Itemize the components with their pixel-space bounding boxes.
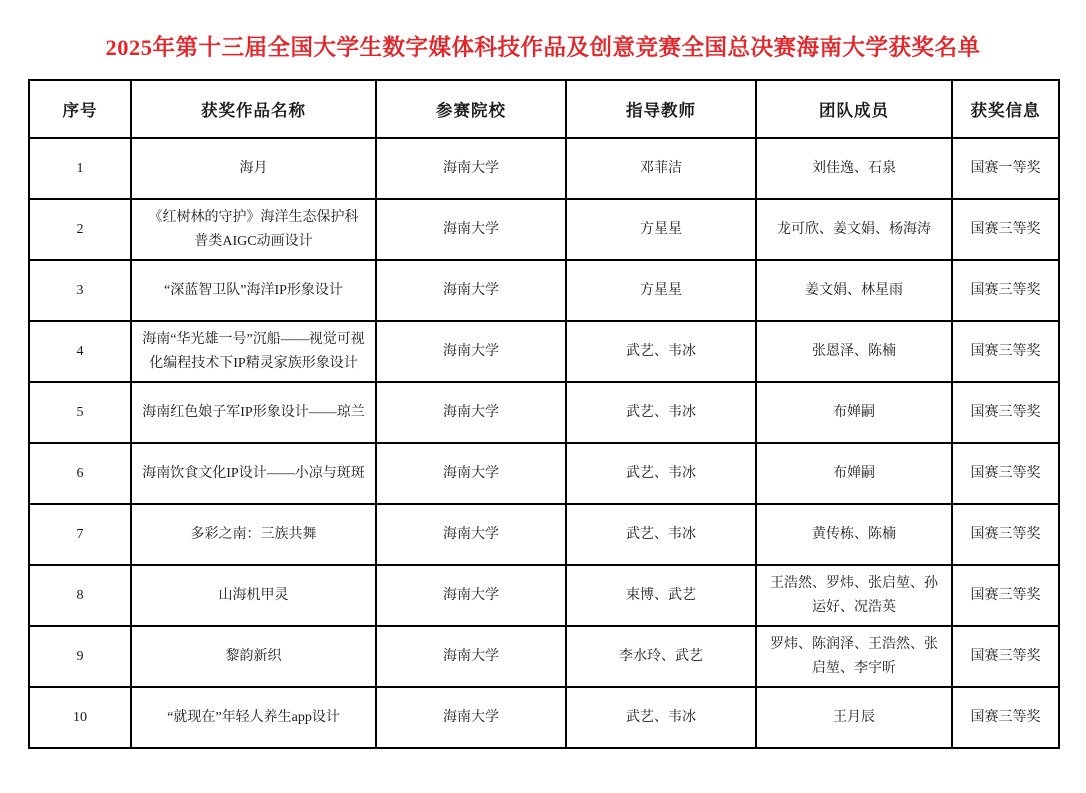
table-row xyxy=(29,260,1059,321)
header-award: 获奖信息 xyxy=(952,80,1059,138)
cell-school: 海南大学 xyxy=(376,138,566,199)
header-work: 获奖作品名称 xyxy=(131,80,376,138)
cell-teacher: 李水玲、武艺 xyxy=(566,626,756,687)
cell-school: 海南大学 xyxy=(376,321,566,382)
table-row xyxy=(29,565,1059,626)
cell-award: 国赛三等奖 xyxy=(952,626,1059,687)
cell-team: 罗炜、陈润泽、王浩然、张启堃、李宇昕 xyxy=(756,626,952,687)
table-row xyxy=(29,382,1059,443)
cell-team: 姜文娟、林星雨 xyxy=(756,260,952,321)
page-title: 2025年第十三届全国大学生数字媒体科技作品及创意竞赛全国总决赛海南大学获奖名单 xyxy=(105,35,981,60)
table-row xyxy=(29,626,1059,687)
cell-school: 海南大学 xyxy=(376,626,566,687)
cell-school: 海南大学 xyxy=(376,504,566,565)
cell-index: 5 xyxy=(29,382,131,443)
cell-work: “就现在”年轻人养生app设计 xyxy=(131,687,376,748)
cell-work: 多彩之南：三族共舞 xyxy=(131,504,376,565)
cell-team: 布婵嗣 xyxy=(756,382,952,443)
cell-award: 国赛三等奖 xyxy=(952,199,1059,260)
cell-school: 海南大学 xyxy=(376,199,566,260)
table-row xyxy=(29,138,1059,199)
table-header-row xyxy=(29,80,1059,138)
cell-index: 8 xyxy=(29,565,131,626)
cell-award: 国赛三等奖 xyxy=(952,504,1059,565)
cell-teacher: 武艺、韦冰 xyxy=(566,382,756,443)
cell-award: 国赛三等奖 xyxy=(952,321,1059,382)
cell-team: 刘佳逸、石泉 xyxy=(756,138,952,199)
cell-index: 2 xyxy=(29,199,131,260)
cell-award: 国赛三等奖 xyxy=(952,687,1059,748)
cell-teacher: 武艺、韦冰 xyxy=(566,443,756,504)
table-row xyxy=(29,504,1059,565)
table-row xyxy=(29,443,1059,504)
cell-index: 3 xyxy=(29,260,131,321)
cell-school: 海南大学 xyxy=(376,565,566,626)
cell-school: 海南大学 xyxy=(376,382,566,443)
cell-index: 1 xyxy=(29,138,131,199)
cell-team: 布婵嗣 xyxy=(756,443,952,504)
cell-team: 王月辰 xyxy=(756,687,952,748)
cell-work: 山海机甲灵 xyxy=(131,565,376,626)
header-index: 序号 xyxy=(29,80,131,138)
table-body xyxy=(29,138,1059,748)
table-row xyxy=(29,321,1059,382)
cell-award: 国赛三等奖 xyxy=(952,565,1059,626)
cell-teacher: 武艺、韦冰 xyxy=(566,504,756,565)
cell-team: 龙可欣、姜文娟、杨海涛 xyxy=(756,199,952,260)
cell-team: 张恩泽、陈楠 xyxy=(756,321,952,382)
cell-teacher: 邓菲洁 xyxy=(566,138,756,199)
cell-index: 9 xyxy=(29,626,131,687)
cell-work: 海南饮食文化IP设计——小凉与斑斑 xyxy=(131,443,376,504)
cell-team: 黄传栋、陈楠 xyxy=(756,504,952,565)
cell-index: 6 xyxy=(29,443,131,504)
header-team: 团队成员 xyxy=(756,80,952,138)
cell-teacher: 方星星 xyxy=(566,260,756,321)
cell-work: 海南红色娘子军IP形象设计——琼兰 xyxy=(131,382,376,443)
header-school: 参赛院校 xyxy=(376,80,566,138)
cell-school: 海南大学 xyxy=(376,260,566,321)
table-row xyxy=(29,199,1059,260)
cell-team: 王浩然、罗炜、张启堃、孙运好、况浩英 xyxy=(756,565,952,626)
cell-school: 海南大学 xyxy=(376,443,566,504)
cell-teacher: 武艺、韦冰 xyxy=(566,687,756,748)
cell-index: 4 xyxy=(29,321,131,382)
cell-teacher: 束博、武艺 xyxy=(566,565,756,626)
table-row xyxy=(29,687,1059,748)
cell-work: 黎韵新织 xyxy=(131,626,376,687)
award-table xyxy=(28,79,1060,749)
cell-award: 国赛三等奖 xyxy=(952,382,1059,443)
cell-work: “深蓝智卫队”海洋IP形象设计 xyxy=(131,260,376,321)
cell-award: 国赛三等奖 xyxy=(952,443,1059,504)
cell-index: 10 xyxy=(29,687,131,748)
cell-award: 国赛三等奖 xyxy=(952,260,1059,321)
header-teacher: 指导教师 xyxy=(566,80,756,138)
cell-teacher: 方星星 xyxy=(566,199,756,260)
cell-work: 海月 xyxy=(131,138,376,199)
cell-award: 国赛一等奖 xyxy=(952,138,1059,199)
cell-teacher: 武艺、韦冰 xyxy=(566,321,756,382)
cell-work: 《红树林的守护》海洋生态保护科普类AIGC动画设计 xyxy=(131,199,376,260)
cell-work: 海南“华光雄一号”沉船——视觉可视化编程技术下IP精灵家族形象设计 xyxy=(131,321,376,382)
cell-index: 7 xyxy=(29,504,131,565)
cell-school: 海南大学 xyxy=(376,687,566,748)
